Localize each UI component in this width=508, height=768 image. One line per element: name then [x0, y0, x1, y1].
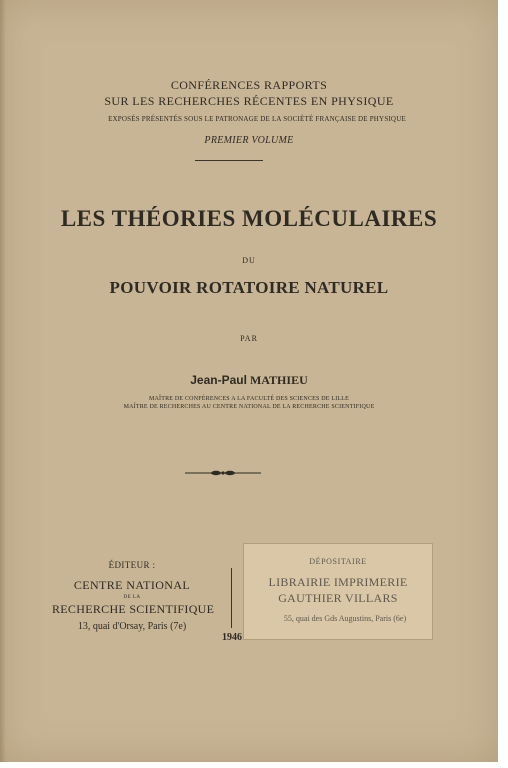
author-given-name: Jean-Paul [190, 373, 247, 387]
vertical-divider [231, 568, 232, 628]
series-title-line1: CONFÉRENCES RAPPORTS [170, 78, 328, 92]
depositary-name-line1: LIBRAIRIE IMPRIMERIE [268, 575, 408, 589]
depositary-name-line2: GAUTHIER VILLARS [278, 591, 398, 605]
author-credit-line2: MAÎTRE DE RECHERCHES AU CENTRE NATIONAL DE LA RECHERCHE SCIENTIFIQUE [123, 404, 375, 410]
by-label: PAR [240, 334, 258, 343]
series-title-line2: SUR LES RECHERCHES RÉCENTES EN PHYSIQUE [104, 94, 394, 108]
publisher-label: ÉDITEUR : [108, 560, 156, 570]
publisher-name-connector: DE LA [123, 595, 141, 600]
series-patronage-line: EXPOSÉS PRÉSENTÉS SOUS LE PATRONAGE DE LA SOCIÉTÉ FRANÇAISE DE PHYSIQUE [108, 115, 406, 123]
book-subtitle: POUVOIR ROTATOIRE NATUREL [109, 278, 389, 297]
author-credit-line1: MAÎTRE DE CONFÉRENCES A LA FACULTÉ DES SCIENCES DE LILLE [148, 396, 350, 402]
book-title: LES THÉORIES MOLÉCULAIRES [60, 206, 438, 231]
publisher-name-line1: CENTRE NATIONAL [73, 578, 191, 592]
author-name [0, 373, 498, 388]
publication-year: 1946 [222, 632, 242, 643]
depositary-address: 55, quai des Gds Augustins, Paris (6e) [283, 614, 407, 623]
publisher-name-line2: RECHERCHE SCIENTIFIQUE [52, 602, 215, 616]
publisher-address: 13, quai d'Orsay, Paris (7e) [77, 621, 187, 632]
author-surname: MATHIEU [249, 373, 308, 387]
depositary-label: DÉPOSITAIRE [309, 557, 367, 566]
short-rule-divider [195, 160, 263, 161]
title-connector: DU [242, 256, 256, 265]
ornament-divider [183, 467, 263, 479]
volume-label: PREMIER VOLUME [204, 135, 294, 146]
